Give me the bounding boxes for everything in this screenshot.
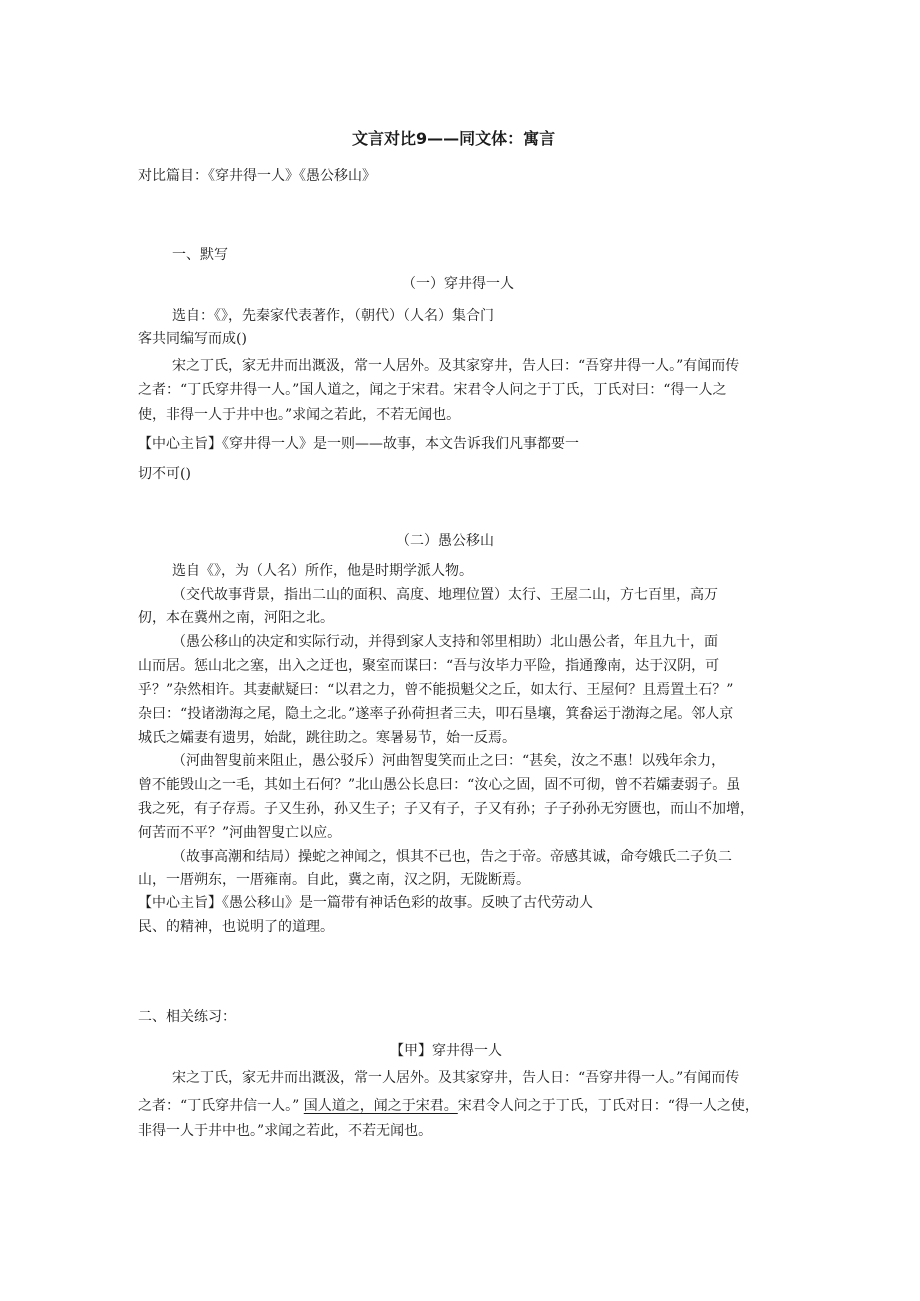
text-line: 使，非得一人于井中也。”求闻之若此，不若无闻也。 [138, 407, 461, 423]
section-heading-dictation: 一、默写 [172, 247, 228, 263]
text-segment: 宋君令人问之于丁氏，丁氏对日：“得一人之使， [457, 1098, 759, 1114]
text-line: （愚公移山的决定和实际行动，并得到家人支持和邻里相助）北山愚公者，年且九十，面 [172, 634, 718, 650]
source-line: 选自：《》，先秦家代表著作，（朝代）（人名）集合门 [172, 308, 494, 324]
text-line: 乎？”杂然相许。其妻献疑曰：“以君之力，曾不能损魁父之丘，如太行、王屋何？且焉置土石？” [138, 682, 734, 698]
compare-titles: 对比篇目：《穿井得一人》《愚公移山》 [138, 168, 376, 184]
text-segment: 之者：“丁氏穿井信一人。” [138, 1098, 300, 1114]
source-line: 选自《》，为（人名）所作，他是时期学派人物。 [172, 563, 473, 579]
text-line [138, 1096, 759, 1116]
theme-line: 切不可() [138, 466, 191, 482]
theme-line: 民、的精神，也说明了的道理。 [138, 919, 334, 935]
text-line: 非得一人于井中也。”求闻之若此，不若无闻也。 [138, 1123, 433, 1139]
subtitle-chuanjing: （一）穿井得一人 [402, 276, 514, 292]
text-line: （故事高潮和结局）操蛇之神闻之，惧其不已也，告之于帝。帝感其诚，命夸娥氏二子负二 [172, 849, 732, 865]
text-line: 城氏之孀妻有遗男，始龀，跳往助之。寒暑易节，始一反焉。 [138, 730, 516, 746]
text-line: （河曲智叟前来阻止，愚公驳斥）河曲智叟笑而止之曰：“甚矣，汝之不惠！以残年余力， [172, 753, 726, 769]
subtitle-yugong: （二）愚公移山 [396, 533, 494, 549]
text-line: 宋之丁氏，家无井而出溉汲，常一人居外。及其家穿井，告人曰：“吾穿井得一人。”有闻而传 [172, 358, 740, 374]
underlined-sentence: 国人道之，闻之于宋君。 [303, 1098, 458, 1114]
text-line: 山，一厝朔东，一厝雍南。自此，冀之南，汉之阴，无陇断焉。 [138, 872, 530, 888]
text-line: 曾不能毁山之一毛，其如土石何？”北山愚公长息曰：“汝心之固，固不可彻，曾不若孀妻弱子。虽 [138, 777, 741, 793]
theme-line: 【中心主旨】《穿井得一人》是一则——故事，本文告诉我们凡事都要一 [138, 436, 579, 452]
text-line: 之者：“丁氏穿井得一人。”国人道之，闻之于宋君。宋君令人问之于丁氏，丁氏对曰：“得一人之 [138, 382, 727, 398]
text-line: 杂曰：“投诸渤海之尾，隐土之北。”遂率子孙荷担者三夫，叩石垦壤，箕畚运于渤海之尾。邻人京 [138, 706, 734, 722]
page-title: 文言对比9——同文体：寓言 [352, 129, 556, 148]
source-line: 客共同编写而成() [138, 331, 247, 347]
text-line: 宋之丁氏，家无井而出溉汲，常一人居外。及其家穿井，告人日：“吾穿井得一人。”有闻而传 [172, 1070, 740, 1086]
text-line: 何苦而不平？”河曲智叟亡以应。 [138, 825, 342, 841]
text-line: 我之死，有子存焉。子又生孙，孙又生子；子又有子，子又有孙；子子孙孙无穷匮也，而山不加增， [138, 801, 754, 817]
theme-line: 【中心主旨】《愚公移山》是一篇带有神话色彩的故事。反映了古代劳动人 [138, 895, 593, 911]
text-line: 仞，本在冀州之南，河阳之北。 [138, 610, 334, 626]
subtitle-jia: 【甲】穿井得一人 [390, 1043, 502, 1059]
text-line: 山而居。惩山北之塞，出入之迂也，聚室而谋曰：“吾与汝毕力平险，指通豫南，达于汉阴，可 [138, 658, 720, 674]
section-heading-practice: 二、相关练习： [138, 1009, 236, 1025]
text-line: （交代故事背景，指出二山的面积、高度、地理位置）太行、王屋二山，方七百里，高万 [172, 587, 718, 603]
